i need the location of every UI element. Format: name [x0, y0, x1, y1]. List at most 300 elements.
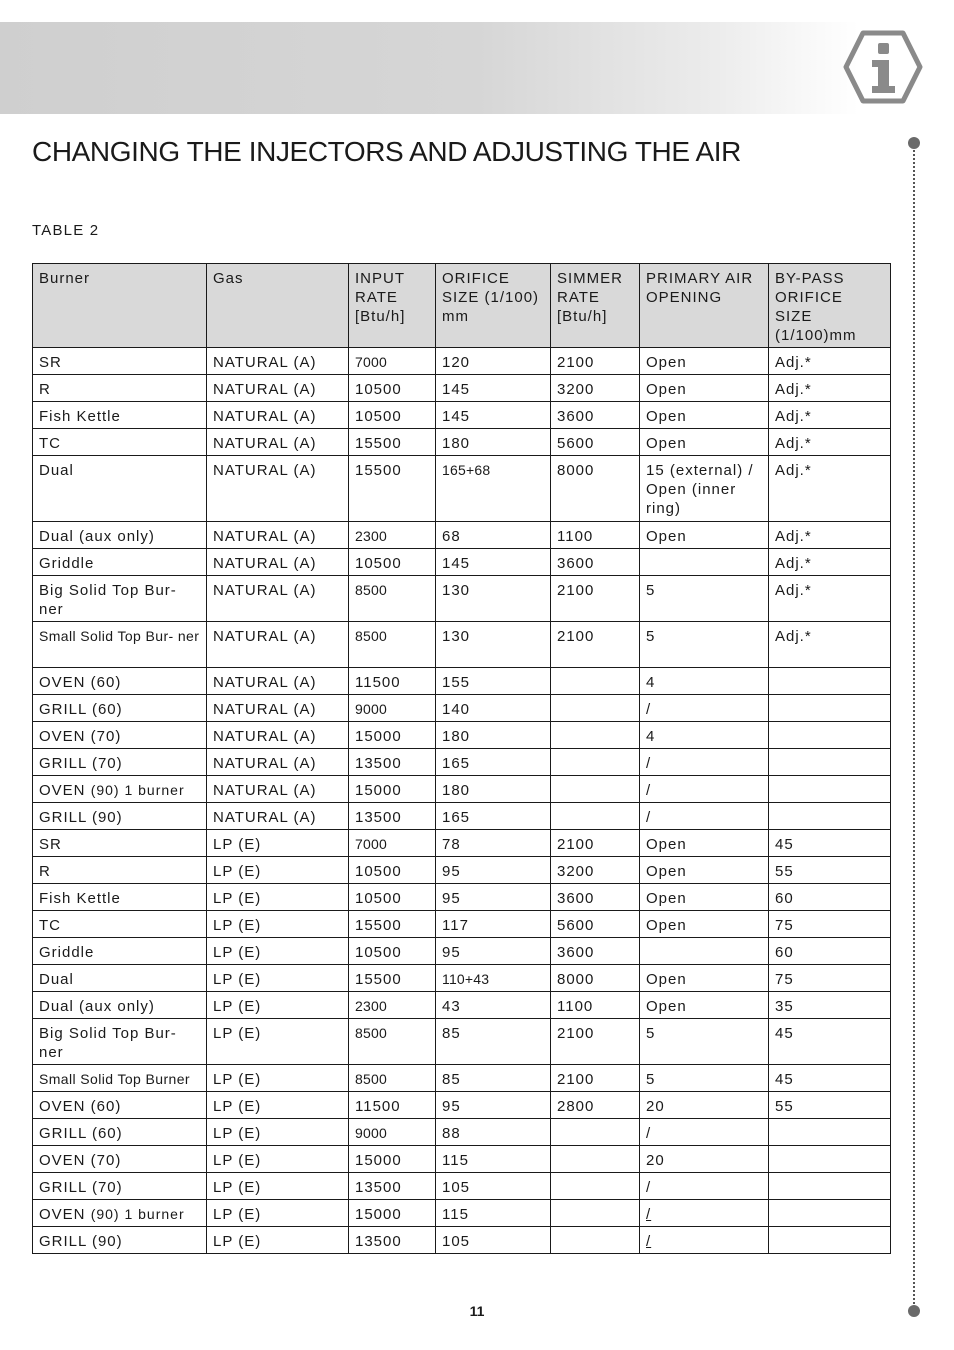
cell-burner-text: TC	[39, 917, 61, 934]
cell-input-rate	[349, 857, 436, 884]
cell-bypass-text: Adj.*	[775, 354, 812, 371]
table-row	[33, 965, 891, 992]
cell-burner	[33, 456, 207, 522]
cell-input-rate-text: 10500	[355, 408, 402, 425]
cell-input-rate-text: 11500	[355, 674, 401, 691]
cell-primary-air	[640, 1119, 769, 1146]
cell-gas-text: NATURAL (A)	[213, 381, 317, 398]
cell-gas	[207, 522, 349, 549]
cell-burner-text: Dual (aux only)	[39, 528, 155, 545]
cell-gas-text: LP (E)	[213, 998, 262, 1015]
table-row	[33, 1119, 891, 1146]
cell-orifice-size-text: 180	[442, 782, 471, 799]
cell-orifice-size-text: 165	[442, 809, 471, 826]
cell-primary-air	[640, 857, 769, 884]
cell-primary-air	[640, 803, 769, 830]
cell-simmer-rate	[551, 668, 640, 695]
cell-primary-air	[640, 695, 769, 722]
cell-burner-text: SR	[39, 836, 62, 853]
cell-gas	[207, 1200, 349, 1227]
cell-gas-text: NATURAL (A)	[213, 354, 317, 371]
header-band	[0, 22, 954, 114]
cell-primary-air-text: Open	[646, 890, 687, 907]
timeline-dot-top	[908, 137, 920, 149]
cell-orifice-size-text: 180	[442, 728, 471, 745]
cell-orifice-size-text: 120	[442, 354, 471, 371]
cell-orifice-size	[436, 1200, 551, 1227]
cell-primary-air-text: Open	[646, 435, 687, 452]
cell-primary-air	[640, 992, 769, 1019]
cell-bypass-text: 45	[775, 1025, 794, 1042]
table-row	[33, 1019, 891, 1065]
cell-simmer-rate	[551, 830, 640, 857]
cell-burner-text: Dual (aux only)	[39, 998, 155, 1015]
cell-primary-air-text: /	[646, 701, 652, 718]
cell-primary-air-text: Open	[646, 836, 687, 853]
cell-input-rate-text: 15000	[355, 1206, 402, 1223]
cell-gas-text: NATURAL (A)	[213, 528, 317, 545]
cell-input-rate-text: 2300	[355, 528, 387, 544]
cell-burner-text: Griddle	[39, 944, 95, 961]
cell-simmer-rate	[551, 1173, 640, 1200]
cell-orifice-size-text: 130	[442, 628, 471, 645]
cell-burner	[33, 522, 207, 549]
cell-gas	[207, 695, 349, 722]
cell-burner	[33, 576, 207, 622]
cell-input-rate-text: 10500	[355, 555, 402, 572]
cell-orifice-size-text: 95	[442, 944, 461, 961]
cell-orifice-size-text: 105	[442, 1179, 471, 1196]
cell-gas	[207, 965, 349, 992]
cell-simmer-rate-text: 2100	[557, 1071, 595, 1088]
cell-primary-air-text: Open	[646, 998, 687, 1015]
cell-bypass	[769, 992, 891, 1019]
cell-simmer-rate-text: 3600	[557, 890, 595, 907]
cell-burner-text: Small Solid Top Bur- ner	[39, 628, 200, 644]
cell-simmer-rate	[551, 1200, 640, 1227]
cell-burner-text: Small Solid Top Burner	[39, 1071, 190, 1087]
cell-orifice-size	[436, 348, 551, 375]
cell-simmer-rate	[551, 857, 640, 884]
cell-primary-air	[640, 522, 769, 549]
cell-burner	[33, 1227, 207, 1254]
cell-gas-text: NATURAL (A)	[213, 408, 317, 425]
cell-gas	[207, 576, 349, 622]
table-row	[33, 1092, 891, 1119]
cell-input-rate-text: 13500	[355, 1233, 402, 1250]
cell-gas-text: LP (E)	[213, 836, 262, 853]
cell-gas	[207, 992, 349, 1019]
table-row	[33, 668, 891, 695]
cell-bypass	[769, 375, 891, 402]
cell-input-rate-text: 13500	[355, 755, 402, 772]
cell-input-rate-text: 15500	[355, 435, 402, 452]
cell-bypass	[769, 1146, 891, 1173]
cell-gas-text: LP (E)	[213, 890, 262, 907]
cell-orifice-size	[436, 857, 551, 884]
cell-bypass-text: 55	[775, 1098, 794, 1115]
cell-primary-air	[640, 776, 769, 803]
cell-gas-text: LP (E)	[213, 1071, 262, 1088]
cell-input-rate-text: 8500	[355, 1071, 387, 1087]
cell-primary-air	[640, 1065, 769, 1092]
cell-simmer-rate	[551, 576, 640, 622]
cell-orifice-size	[436, 776, 551, 803]
cell-primary-air-text: /	[646, 1233, 652, 1250]
cell-orifice-size	[436, 1146, 551, 1173]
cell-primary-air-text: 5	[646, 582, 656, 599]
cell-primary-air-text: /	[646, 1179, 652, 1196]
table-row	[33, 429, 891, 456]
cell-primary-air	[640, 576, 769, 622]
cell-simmer-rate	[551, 1019, 640, 1065]
cell-orifice-size-text: 145	[442, 555, 471, 572]
cell-primary-air	[640, 668, 769, 695]
cell-input-rate-text: 8500	[355, 628, 387, 644]
cell-input-rate-text: 15000	[355, 1152, 402, 1169]
table-row	[33, 402, 891, 429]
cell-simmer-rate	[551, 1119, 640, 1146]
cell-bypass-text: Adj.*	[775, 435, 812, 452]
cell-bypass	[769, 1200, 891, 1227]
cell-gas-text: NATURAL (A)	[213, 582, 317, 599]
col-header-bypass: BY-PASS ORIFICE SIZE (1/100)mm	[769, 264, 891, 348]
cell-primary-air	[640, 1146, 769, 1173]
cell-burner-text: GRILL (70)	[39, 755, 123, 772]
cell-orifice-size	[436, 1019, 551, 1065]
cell-burner-text: OVEN (60)	[39, 1098, 122, 1115]
cell-orifice-size-text: 165+68	[442, 462, 491, 478]
cell-orifice-size	[436, 622, 551, 668]
cell-simmer-rate	[551, 749, 640, 776]
cell-burner-text: Dual	[39, 971, 74, 988]
table-row	[33, 1227, 891, 1254]
cell-primary-air-text: 4	[646, 728, 656, 745]
cell-input-rate-text: 13500	[355, 1179, 402, 1196]
cell-gas-text: NATURAL (A)	[213, 628, 317, 645]
table-row	[33, 1173, 891, 1200]
cell-burner-text: Big Solid Top Bur- ner	[39, 582, 177, 618]
cell-gas	[207, 884, 349, 911]
col-header-simmer-rate: SIMMER RATE [Btu/h]	[551, 264, 640, 348]
cell-primary-air-text: /	[646, 1206, 652, 1223]
cell-gas-text: NATURAL (A)	[213, 462, 317, 479]
cell-gas-text: NATURAL (A)	[213, 555, 317, 572]
cell-input-rate	[349, 549, 436, 576]
cell-primary-air	[640, 749, 769, 776]
cell-simmer-rate-text: 3600	[557, 944, 595, 961]
cell-bypass-text: Adj.*	[775, 528, 812, 545]
cell-primary-air-text: /	[646, 782, 652, 799]
cell-primary-air-text: 5	[646, 1025, 656, 1042]
cell-simmer-rate-text: 2100	[557, 582, 595, 599]
cell-gas-text: LP (E)	[213, 944, 262, 961]
cell-primary-air-text: Open	[646, 381, 687, 398]
cell-burner	[33, 1019, 207, 1065]
cell-input-rate	[349, 668, 436, 695]
cell-simmer-rate	[551, 1092, 640, 1119]
cell-bypass	[769, 522, 891, 549]
cell-primary-air-text: Open	[646, 863, 687, 880]
col-header-primary-air: PRIMARY AIR OPENING	[640, 264, 769, 348]
cell-input-rate-text: 9000	[355, 1125, 387, 1141]
cell-primary-air-text: Open	[646, 408, 687, 425]
cell-gas	[207, 857, 349, 884]
cell-burner-text: GRILL (60)	[39, 1125, 123, 1142]
cell-input-rate	[349, 456, 436, 522]
cell-input-rate-text: 15000	[355, 782, 402, 799]
cell-primary-air-text: 5	[646, 1071, 656, 1088]
cell-burner	[33, 549, 207, 576]
cell-burner-text: Dual	[39, 462, 74, 479]
cell-orifice-size	[436, 884, 551, 911]
cell-burner-text: GRILL (60)	[39, 701, 123, 718]
cell-bypass	[769, 402, 891, 429]
cell-input-rate-text: 13500	[355, 809, 402, 826]
cell-bypass-text: Adj.*	[775, 381, 812, 398]
cell-gas	[207, 776, 349, 803]
cell-bypass-text: 60	[775, 944, 794, 961]
cell-orifice-size-text: 117	[442, 917, 469, 934]
cell-orifice-size	[436, 965, 551, 992]
page-number: 11	[469, 1303, 485, 1319]
cell-primary-air-text: /	[646, 1125, 652, 1142]
cell-bypass	[769, 857, 891, 884]
cell-burner-text: Fish Kettle	[39, 890, 121, 907]
cell-gas	[207, 830, 349, 857]
col-header-burner: Burner	[33, 264, 207, 348]
cell-primary-air	[640, 722, 769, 749]
cell-simmer-rate	[551, 965, 640, 992]
cell-burner-text: OVEN	[39, 1206, 86, 1223]
cell-burner	[33, 1146, 207, 1173]
cell-simmer-rate-text: 1100	[557, 528, 594, 545]
cell-gas	[207, 938, 349, 965]
cell-orifice-size	[436, 668, 551, 695]
cell-bypass	[769, 965, 891, 992]
cell-bypass-text: 75	[775, 971, 794, 988]
cell-burner	[33, 911, 207, 938]
cell-orifice-size-text: 140	[442, 701, 471, 718]
cell-gas-text: LP (E)	[213, 1125, 262, 1142]
cell-bypass	[769, 722, 891, 749]
cell-input-rate-text: 7000	[355, 354, 387, 370]
cell-orifice-size	[436, 722, 551, 749]
cell-bypass-text: 60	[775, 890, 794, 907]
cell-gas-text: LP (E)	[213, 917, 262, 934]
cell-orifice-size-text: 165	[442, 755, 471, 772]
cell-input-rate	[349, 803, 436, 830]
cell-simmer-rate	[551, 429, 640, 456]
cell-gas-text: NATURAL (A)	[213, 674, 317, 691]
cell-gas	[207, 429, 349, 456]
cell-bypass	[769, 938, 891, 965]
cell-burner-text: Fish Kettle	[39, 408, 121, 425]
cell-bypass-text: 75	[775, 917, 794, 934]
cell-burner	[33, 965, 207, 992]
cell-simmer-rate-text: 2100	[557, 628, 595, 645]
cell-burner	[33, 622, 207, 668]
cell-input-rate-text: 8500	[355, 1025, 387, 1041]
cell-simmer-rate-text: 3600	[557, 408, 595, 425]
table-row	[33, 722, 891, 749]
cell-orifice-size-text: 105	[442, 1233, 471, 1250]
cell-burner-text: OVEN (60)	[39, 674, 122, 691]
cell-primary-air-text: 15 (external) / Open (inner ring)	[646, 462, 754, 517]
cell-simmer-rate	[551, 695, 640, 722]
cell-input-rate	[349, 884, 436, 911]
cell-primary-air-text: /	[646, 755, 652, 772]
cell-bypass	[769, 776, 891, 803]
cell-primary-air-text: Open	[646, 971, 687, 988]
injector-table	[32, 263, 891, 1254]
cell-bypass	[769, 884, 891, 911]
cell-gas-text: NATURAL (A)	[213, 701, 317, 718]
cell-orifice-size-text: 68	[442, 528, 461, 545]
cell-simmer-rate	[551, 884, 640, 911]
cell-input-rate	[349, 749, 436, 776]
cell-burner	[33, 1065, 207, 1092]
cell-input-rate-text: 2300	[355, 998, 387, 1014]
cell-input-rate-text: 10500	[355, 381, 402, 398]
cell-primary-air	[640, 884, 769, 911]
cell-bypass	[769, 749, 891, 776]
cell-primary-air-text: 5	[646, 628, 656, 645]
cell-gas-text: LP (E)	[213, 1206, 262, 1223]
cell-gas-text: LP (E)	[213, 863, 262, 880]
cell-primary-air	[640, 456, 769, 522]
cell-gas	[207, 348, 349, 375]
cell-simmer-rate-text: 3200	[557, 863, 595, 880]
cell-gas-text: NATURAL (A)	[213, 782, 317, 799]
table-row	[33, 1065, 891, 1092]
cell-orifice-size	[436, 1173, 551, 1200]
cell-orifice-size	[436, 429, 551, 456]
cell-orifice-size	[436, 402, 551, 429]
cell-bypass	[769, 803, 891, 830]
table-row	[33, 749, 891, 776]
cell-gas	[207, 1227, 349, 1254]
table-label: TABLE 2	[32, 222, 100, 239]
table-row	[33, 911, 891, 938]
cell-bypass	[769, 622, 891, 668]
cell-simmer-rate	[551, 375, 640, 402]
cell-orifice-size-text: 115	[442, 1206, 469, 1223]
cell-burner	[33, 695, 207, 722]
cell-bypass	[769, 1092, 891, 1119]
cell-orifice-size	[436, 830, 551, 857]
table-row	[33, 776, 891, 803]
cell-simmer-rate-text: 2100	[557, 354, 595, 371]
cell-input-rate	[349, 1146, 436, 1173]
cell-orifice-size	[436, 375, 551, 402]
cell-burner-text: Griddle	[39, 555, 95, 572]
cell-bypass	[769, 348, 891, 375]
cell-gas-text: LP (E)	[213, 1233, 262, 1250]
cell-burner	[33, 857, 207, 884]
table-row	[33, 992, 891, 1019]
cell-gas	[207, 622, 349, 668]
cell-orifice-size	[436, 549, 551, 576]
cell-input-rate	[349, 830, 436, 857]
cell-primary-air	[640, 1173, 769, 1200]
cell-simmer-rate-text: 5600	[557, 435, 595, 452]
cell-orifice-size-text: 85	[442, 1071, 461, 1088]
cell-input-rate-text: 10500	[355, 944, 402, 961]
cell-input-rate	[349, 622, 436, 668]
cell-primary-air	[640, 830, 769, 857]
cell-orifice-size	[436, 938, 551, 965]
cell-primary-air	[640, 348, 769, 375]
cell-orifice-size	[436, 1092, 551, 1119]
cell-gas	[207, 456, 349, 522]
cell-burner	[33, 884, 207, 911]
cell-input-rate	[349, 1092, 436, 1119]
cell-simmer-rate-text: 5600	[557, 917, 595, 934]
cell-bypass-text: 55	[775, 863, 794, 880]
cell-bypass	[769, 1119, 891, 1146]
cell-burner-text: R	[39, 863, 51, 880]
cell-input-rate	[349, 1119, 436, 1146]
table-row	[33, 348, 891, 375]
cell-burner	[33, 348, 207, 375]
cell-simmer-rate-text: 2100	[557, 1025, 595, 1042]
table-header	[33, 264, 891, 348]
cell-gas	[207, 402, 349, 429]
cell-orifice-size-text: 95	[442, 863, 461, 880]
cell-bypass-text: 35	[775, 998, 794, 1015]
cell-burner-text: GRILL (90)	[39, 1233, 123, 1250]
cell-orifice-size	[436, 1065, 551, 1092]
cell-gas-text: NATURAL (A)	[213, 755, 317, 772]
cell-gas	[207, 749, 349, 776]
cell-burner	[33, 1173, 207, 1200]
cell-primary-air	[640, 402, 769, 429]
cell-orifice-size-text: 78	[442, 836, 461, 853]
cell-burner-text: Big Solid Top Bur- ner	[39, 1025, 177, 1061]
cell-primary-air	[640, 965, 769, 992]
cell-simmer-rate-text: 2800	[557, 1098, 595, 1115]
cell-bypass	[769, 911, 891, 938]
cell-burner-text: OVEN (70)	[39, 728, 122, 745]
cell-primary-air-text: Open	[646, 528, 687, 545]
cell-input-rate-text: 15500	[355, 462, 402, 479]
table-row	[33, 549, 891, 576]
cell-bypass-text: Adj.*	[775, 462, 812, 479]
cell-orifice-size-text: 95	[442, 1098, 461, 1115]
cell-input-rate	[349, 911, 436, 938]
cell-orifice-size-text: 43	[442, 998, 461, 1015]
cell-input-rate	[349, 1065, 436, 1092]
cell-gas	[207, 1119, 349, 1146]
cell-input-rate-text: 9000	[355, 701, 387, 717]
cell-bypass	[769, 429, 891, 456]
cell-orifice-size-text: 180	[442, 435, 471, 452]
cell-input-rate	[349, 429, 436, 456]
cell-gas	[207, 1065, 349, 1092]
cell-simmer-rate	[551, 1146, 640, 1173]
cell-bypass	[769, 549, 891, 576]
cell-simmer-rate	[551, 992, 640, 1019]
cell-burner	[33, 992, 207, 1019]
table-row	[33, 830, 891, 857]
cell-primary-air	[640, 911, 769, 938]
cell-simmer-rate	[551, 622, 640, 668]
table-row	[33, 1200, 891, 1227]
table-row	[33, 576, 891, 622]
cell-simmer-rate	[551, 722, 640, 749]
cell-input-rate-text: 7000	[355, 836, 387, 852]
